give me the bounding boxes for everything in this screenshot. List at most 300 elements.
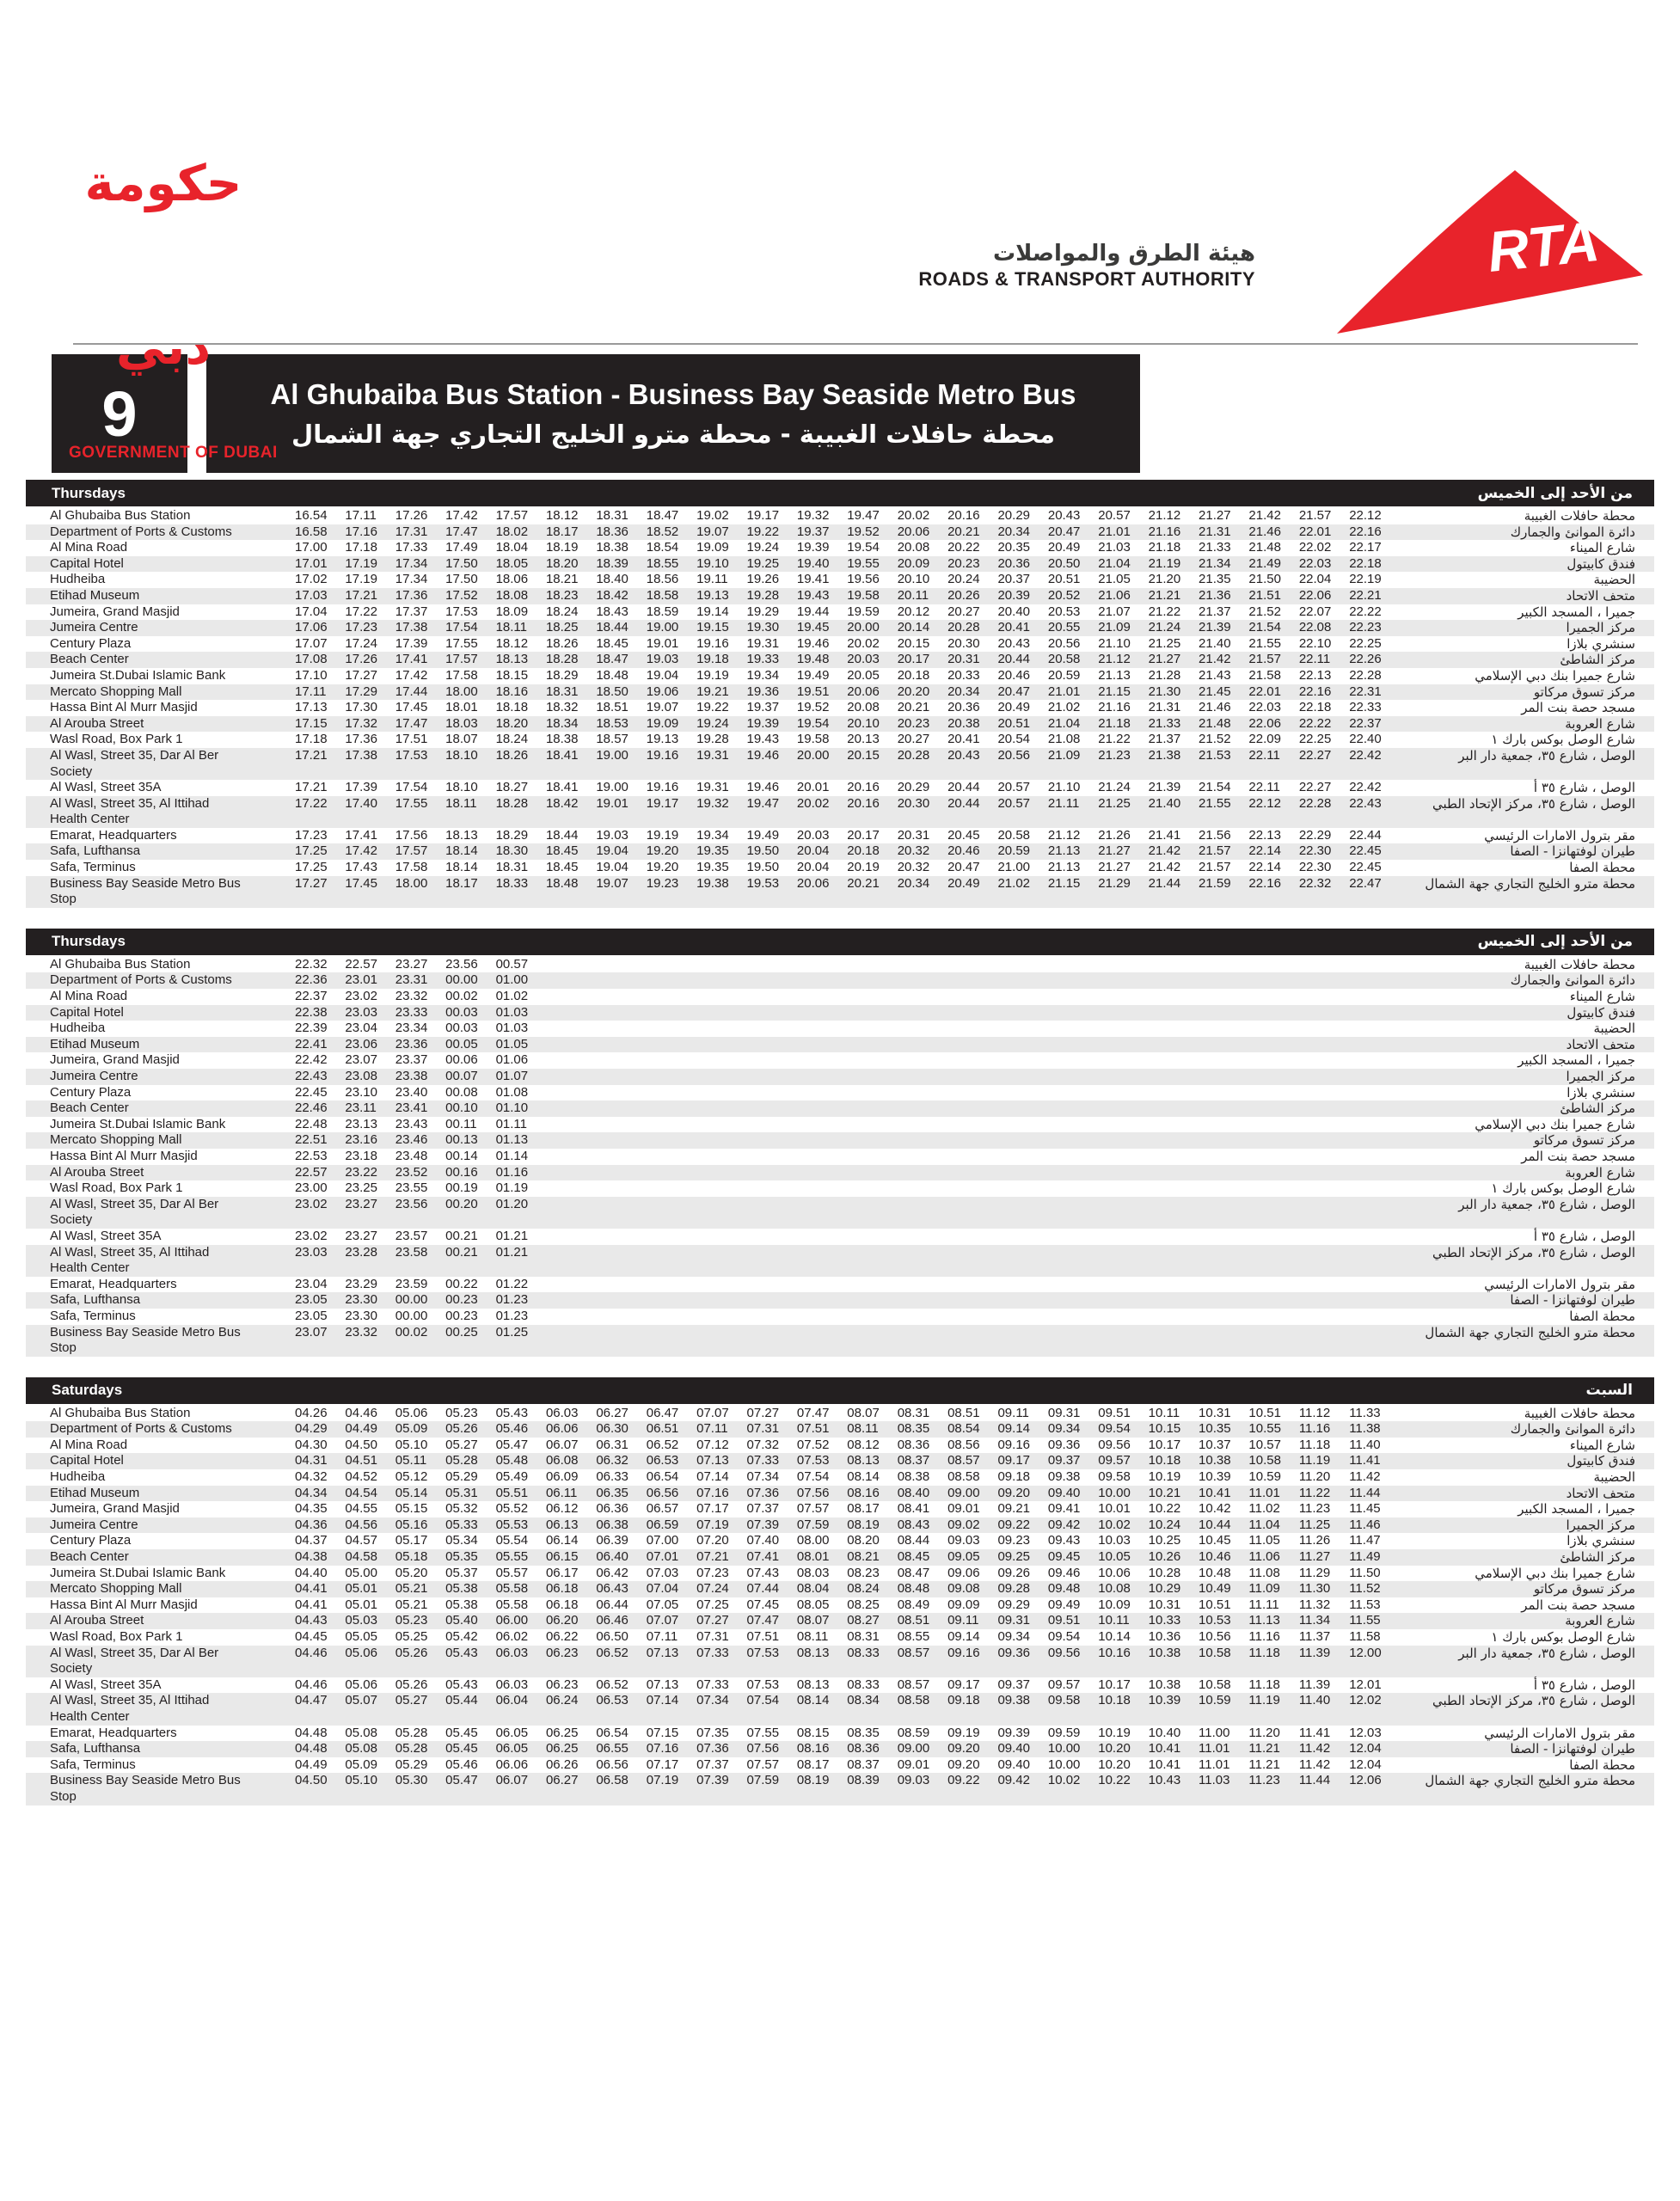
time-cell: 06.38 <box>596 1517 628 1532</box>
time-cell: 00.03 <box>445 1021 478 1036</box>
time-cell: 19.40 <box>796 555 830 571</box>
time-cell: 08.57 <box>947 1453 980 1468</box>
time-cell: 05.25 <box>395 1629 428 1644</box>
time-cell: 06.23 <box>545 1677 579 1692</box>
time-cell: 08.38 <box>897 1469 930 1485</box>
time-cell: 08.57 <box>897 1677 930 1692</box>
time-cell: 21.51 <box>1248 587 1281 603</box>
time-cell: 20.02 <box>796 795 830 811</box>
time-cell: 20.14 <box>897 620 930 635</box>
time-cell: 06.31 <box>596 1437 628 1452</box>
time-cell: 21.09 <box>1047 747 1081 763</box>
time-cell: 20.12 <box>897 604 930 619</box>
time-cell: 00.21 <box>445 1228 478 1243</box>
time-cell: 04.36 <box>295 1517 328 1532</box>
time-cell: 05.42 <box>445 1629 478 1644</box>
time-cell: 09.56 <box>1047 1645 1081 1660</box>
time-cell: 21.10 <box>1047 780 1081 795</box>
time-cell: 17.58 <box>395 860 428 875</box>
time-cell: 17.24 <box>345 635 377 651</box>
station-name-arabic: محطة مترو الخليج التجاري جهة الشمال <box>1425 875 1635 892</box>
timetable-row <box>26 843 1654 860</box>
timetable-row <box>26 1309 1654 1325</box>
departure-times <box>295 1149 1400 1165</box>
station-name: Safa, Terminus <box>50 860 136 875</box>
timetable-row <box>26 1037 1654 1053</box>
station-name: Safa, Lufthansa <box>50 1292 141 1308</box>
station-name: Hassa Bint Al Murr Masjid <box>50 1148 198 1163</box>
time-cell: 17.41 <box>395 652 428 667</box>
time-cell: 08.41 <box>897 1501 930 1517</box>
time-cell: 18.38 <box>545 732 579 747</box>
time-cell: 09.34 <box>1047 1421 1081 1437</box>
timetable-row <box>26 796 1654 828</box>
time-cell: 11.37 <box>1298 1629 1331 1644</box>
time-cell: 05.01 <box>345 1581 377 1597</box>
station-name: Department of Ports & Customs <box>50 972 232 988</box>
timetable-row <box>26 1566 1654 1582</box>
time-cell: 08.14 <box>847 1469 880 1485</box>
time-cell: 19.30 <box>746 620 780 635</box>
departure-times <box>295 1421 1400 1438</box>
time-cell: 18.53 <box>596 715 628 731</box>
time-cell: 20.38 <box>947 715 980 731</box>
time-cell: 23.31 <box>395 972 428 988</box>
station-name-arabic: مركز الشاطئ <box>1560 1549 1635 1566</box>
departure-times <box>295 1757 1400 1774</box>
time-cell: 19.46 <box>746 747 780 763</box>
time-cell: 05.03 <box>345 1613 377 1628</box>
time-cell: 21.46 <box>1248 524 1281 539</box>
time-cell: 18.01 <box>445 700 478 715</box>
time-cell: 20.56 <box>997 747 1031 763</box>
time-cell: 20.40 <box>997 604 1031 619</box>
timetable-row <box>26 1149 1654 1165</box>
time-cell: 22.26 <box>1349 652 1382 667</box>
time-cell: 21.12 <box>1148 508 1181 523</box>
time-cell: 06.52 <box>596 1677 628 1692</box>
time-cell: 17.55 <box>395 795 428 811</box>
time-cell: 19.37 <box>796 524 830 539</box>
station-name: Al Mina Road <box>50 989 128 1004</box>
time-cell: 19.31 <box>696 780 729 795</box>
time-cell: 08.07 <box>847 1405 880 1420</box>
time-cell: 17.13 <box>295 700 328 715</box>
time-cell: 08.01 <box>796 1549 830 1565</box>
time-cell: 19.22 <box>696 700 729 715</box>
time-cell: 11.49 <box>1349 1549 1381 1565</box>
time-cell: 09.17 <box>997 1453 1031 1468</box>
time-cell: 01.00 <box>495 972 529 988</box>
rta-logo-text: RTA <box>1484 208 1603 284</box>
time-cell: 07.04 <box>646 1581 679 1597</box>
station-name: Capital Hotel <box>50 1004 124 1020</box>
time-cell: 23.28 <box>345 1244 377 1260</box>
time-cell: 07.34 <box>696 1693 729 1708</box>
departure-times <box>295 1597 1400 1614</box>
time-cell: 22.57 <box>295 1164 328 1180</box>
time-cell: 09.45 <box>1047 1549 1081 1565</box>
time-cell: 10.09 <box>1098 1597 1131 1612</box>
time-cell: 22.16 <box>1298 684 1332 699</box>
station-name: Al Ghubaiba Bus Station <box>50 956 191 972</box>
time-cell: 23.38 <box>395 1069 428 1083</box>
time-cell: 06.04 <box>495 1693 529 1708</box>
departure-times <box>295 604 1400 621</box>
station-name-arabic: جميرا ، المسجد الكبير <box>1518 1052 1635 1069</box>
time-cell: 09.14 <box>997 1421 1031 1437</box>
departure-times <box>295 843 1400 860</box>
time-cell: 22.01 <box>1298 524 1332 539</box>
timetable-row <box>26 1677 1654 1694</box>
time-cell: 19.29 <box>746 604 780 619</box>
time-cell: 20.52 <box>1047 587 1081 603</box>
time-cell: 23.56 <box>445 956 478 972</box>
station-name-arabic: دائرة الموانئ والجمارك <box>1510 1421 1635 1438</box>
time-cell: 19.18 <box>696 652 729 667</box>
time-cell: 07.37 <box>696 1757 729 1772</box>
time-cell: 23.57 <box>395 1228 428 1243</box>
time-cell: 06.52 <box>596 1645 628 1660</box>
station-name: Beach Center <box>50 1100 129 1116</box>
station-name-arabic: الحضيبة <box>1593 572 1635 588</box>
time-cell: 21.27 <box>1148 652 1181 667</box>
time-cell: 10.31 <box>1148 1597 1181 1612</box>
departure-times <box>295 1277 1400 1293</box>
time-cell: 22.23 <box>1349 620 1382 635</box>
station-name-arabic: متحف الاتحاد <box>1566 1485 1635 1501</box>
time-cell: 09.57 <box>1047 1677 1081 1692</box>
time-cell: 01.03 <box>495 1004 529 1020</box>
time-cell: 21.07 <box>1098 604 1131 619</box>
time-cell: 09.39 <box>997 1725 1031 1740</box>
time-cell: 10.43 <box>1148 1773 1181 1788</box>
time-cell: 09.11 <box>947 1613 979 1628</box>
time-cell: 07.33 <box>696 1677 729 1692</box>
time-cell: 20.30 <box>947 635 980 651</box>
station-name: Safa, Lufthansa <box>50 1741 141 1757</box>
time-cell: 18.44 <box>596 620 628 635</box>
time-cell: 07.31 <box>696 1629 729 1644</box>
time-cell: 19.47 <box>746 795 780 811</box>
time-cell: 17.19 <box>345 572 377 587</box>
time-cell: 11.21 <box>1248 1741 1280 1757</box>
time-cell: 21.04 <box>1098 555 1131 571</box>
departure-times <box>295 684 1400 701</box>
time-cell: 00.00 <box>395 1292 428 1308</box>
time-cell: 08.13 <box>796 1677 830 1692</box>
station-name-arabic: دائرة الموانئ والجمارك <box>1510 972 1635 989</box>
time-cell: 07.51 <box>796 1421 830 1437</box>
time-cell: 00.16 <box>445 1164 478 1180</box>
time-cell: 06.11 <box>545 1485 578 1500</box>
time-cell: 19.07 <box>646 700 679 715</box>
time-cell: 06.26 <box>545 1757 579 1772</box>
time-cell: 17.38 <box>345 747 377 763</box>
time-cell: 18.21 <box>545 572 579 587</box>
rta-wordmark <box>918 241 1255 292</box>
time-cell: 04.49 <box>345 1421 377 1437</box>
time-cell: 11.21 <box>1248 1757 1280 1772</box>
departure-times <box>295 1085 1400 1101</box>
time-cell: 07.05 <box>646 1597 679 1612</box>
time-cell: 07.14 <box>696 1469 729 1485</box>
time-cell: 18.08 <box>495 587 529 603</box>
time-cell: 20.51 <box>997 715 1031 731</box>
time-cell: 09.40 <box>1047 1485 1081 1500</box>
time-cell: 21.57 <box>1199 843 1231 859</box>
time-cell: 10.46 <box>1199 1549 1231 1565</box>
time-cell: 22.43 <box>295 1069 328 1083</box>
time-cell: 05.28 <box>395 1741 428 1757</box>
time-cell: 22.41 <box>295 1036 328 1051</box>
time-cell: 05.21 <box>395 1581 428 1597</box>
section-label-english: Saturdays <box>52 1382 123 1399</box>
time-cell: 18.31 <box>596 508 628 523</box>
time-cell: 17.01 <box>295 555 328 571</box>
time-cell: 04.50 <box>345 1437 377 1452</box>
station-name-arabic: شارع العروبة <box>1565 715 1635 732</box>
time-cell: 18.11 <box>495 620 527 635</box>
section-day-bar <box>26 929 1654 955</box>
time-cell: 18.03 <box>445 715 478 731</box>
time-cell: 07.01 <box>646 1549 679 1565</box>
time-cell: 00.05 <box>445 1036 478 1051</box>
time-cell: 05.32 <box>445 1501 478 1517</box>
time-cell: 06.09 <box>545 1469 579 1485</box>
time-cell: 21.27 <box>1098 843 1131 859</box>
time-cell: 21.57 <box>1199 860 1231 875</box>
time-cell: 18.59 <box>646 604 679 619</box>
timetable-row <box>26 780 1654 796</box>
time-cell: 19.49 <box>746 827 780 843</box>
station-name: Al Wasl, Street 35, Dar Al Ber Society <box>50 1645 219 1677</box>
time-cell: 19.37 <box>746 700 780 715</box>
time-cell: 09.28 <box>997 1581 1031 1597</box>
time-cell: 09.22 <box>947 1773 980 1788</box>
time-cell: 20.08 <box>897 540 930 555</box>
time-cell: 19.22 <box>746 524 780 539</box>
time-cell: 20.02 <box>897 508 930 523</box>
time-cell: 23.48 <box>395 1148 428 1163</box>
time-cell: 01.03 <box>495 1021 529 1036</box>
time-cell: 20.43 <box>947 747 980 763</box>
time-cell: 18.31 <box>495 860 529 875</box>
time-cell: 07.44 <box>746 1581 780 1597</box>
time-cell: 05.44 <box>445 1693 478 1708</box>
timetable-row <box>26 620 1654 636</box>
timetable-row <box>26 684 1654 701</box>
time-cell: 01.20 <box>495 1196 529 1211</box>
departure-times <box>295 1229 1400 1245</box>
time-cell: 23.34 <box>395 1021 428 1036</box>
time-cell: 06.43 <box>596 1581 628 1597</box>
time-cell: 20.11 <box>897 587 929 603</box>
time-cell: 21.57 <box>1298 508 1332 523</box>
timetable <box>26 1404 1654 1819</box>
time-cell: 22.18 <box>1349 555 1382 571</box>
departure-times <box>295 1052 1400 1069</box>
time-cell: 19.11 <box>696 572 728 587</box>
time-cell: 11.30 <box>1298 1581 1331 1597</box>
time-cell: 18.57 <box>596 732 628 747</box>
time-cell: 17.11 <box>295 684 327 699</box>
station-name-arabic: طيران لوفتهانزا - الصفا <box>1510 1741 1635 1757</box>
time-cell: 08.17 <box>847 1501 880 1517</box>
time-cell: 18.24 <box>495 732 529 747</box>
time-cell: 07.11 <box>696 1421 728 1437</box>
time-cell: 23.05 <box>295 1308 328 1323</box>
station-name-arabic: طيران لوفتهانزا - الصفا <box>1510 843 1635 860</box>
timetable-row <box>26 1406 1654 1422</box>
station-name-arabic: شارع الوصل بوكس بارك ١ <box>1491 1629 1635 1645</box>
station-name-arabic: شارع الوصل بوكس بارك ١ <box>1491 1180 1635 1197</box>
time-cell: 11.02 <box>1248 1501 1280 1517</box>
time-cell: 23.33 <box>395 1004 428 1020</box>
station-name: Al Wasl, Street 35, Al Ittihad Health Center <box>50 1693 210 1724</box>
time-cell: 20.32 <box>897 843 930 859</box>
time-cell: 23.30 <box>345 1292 377 1308</box>
station-name-arabic: جميرا ، المسجد الكبير <box>1518 1501 1635 1517</box>
time-cell: 17.19 <box>345 555 377 571</box>
timetable-row <box>26 1581 1654 1597</box>
time-cell: 17.57 <box>395 843 428 859</box>
timetable-row <box>26 1421 1654 1438</box>
time-cell: 00.02 <box>395 1324 428 1340</box>
time-cell: 20.17 <box>847 827 880 843</box>
station-name-arabic: محطة الصفا <box>1569 860 1635 876</box>
departure-times <box>295 636 1400 653</box>
station-name-arabic: دائرة الموانئ والجمارك <box>1510 524 1635 540</box>
time-cell: 20.59 <box>1047 667 1081 683</box>
time-cell: 10.00 <box>1098 1485 1131 1500</box>
time-cell: 20.16 <box>947 508 980 523</box>
time-cell: 21.28 <box>1148 667 1181 683</box>
time-cell: 18.02 <box>495 524 529 539</box>
time-cell: 20.28 <box>947 620 980 635</box>
time-cell: 18.10 <box>445 780 478 795</box>
time-cell: 21.55 <box>1248 635 1281 651</box>
time-cell: 08.03 <box>796 1565 830 1580</box>
time-cell: 01.05 <box>495 1036 529 1051</box>
time-cell: 20.00 <box>796 747 830 763</box>
time-cell: 20.16 <box>847 795 880 811</box>
time-cell: 21.09 <box>1098 620 1131 635</box>
time-cell: 21.05 <box>1098 572 1131 587</box>
time-cell: 22.30 <box>1298 860 1332 875</box>
time-cell: 19.28 <box>696 732 729 747</box>
departure-times <box>295 1165 1400 1181</box>
time-cell: 11.18 <box>1298 1437 1331 1452</box>
time-cell: 10.58 <box>1248 1453 1281 1468</box>
time-cell: 00.14 <box>445 1148 478 1163</box>
time-cell: 06.58 <box>596 1773 628 1788</box>
time-cell: 17.58 <box>445 667 478 683</box>
time-cell: 11.09 <box>1248 1581 1280 1597</box>
time-cell: 22.27 <box>1298 747 1332 763</box>
time-cell: 22.44 <box>1349 827 1382 843</box>
station-name: Etihad Museum <box>50 1485 140 1500</box>
station-name: Al Wasl, Street 35, Dar Al Ber Society <box>50 747 219 779</box>
time-cell: 19.14 <box>696 604 729 619</box>
time-cell: 10.51 <box>1199 1597 1231 1612</box>
departure-times <box>295 1069 1400 1085</box>
time-cell: 18.14 <box>445 860 478 875</box>
time-cell: 21.38 <box>1148 747 1181 763</box>
time-cell: 08.21 <box>847 1549 880 1565</box>
time-cell: 21.41 <box>1148 827 1181 843</box>
station-name: Hassa Bint Al Murr Masjid <box>50 1597 198 1612</box>
time-cell: 19.16 <box>646 747 679 763</box>
station-name-arabic: شارع العروبة <box>1565 1613 1635 1629</box>
timetable-row <box>26 1132 1654 1149</box>
time-cell: 08.16 <box>796 1741 830 1757</box>
time-cell: 20.06 <box>796 875 830 891</box>
time-cell: 17.40 <box>345 795 377 811</box>
time-cell: 04.43 <box>295 1613 328 1628</box>
departure-times <box>295 1613 1400 1629</box>
time-cell: 09.38 <box>997 1693 1031 1708</box>
time-cell: 00.13 <box>445 1132 478 1148</box>
time-cell: 17.25 <box>295 843 328 859</box>
time-cell: 09.38 <box>1047 1469 1081 1485</box>
time-cell: 17.52 <box>445 587 478 603</box>
station-name-arabic: محطة الصفا <box>1569 1757 1635 1773</box>
station-name: Al Mina Road <box>50 540 128 555</box>
departure-times <box>295 828 1400 844</box>
time-cell: 10.59 <box>1199 1693 1231 1708</box>
station-name-arabic: محطة مترو الخليج التجاري جهة الشمال <box>1425 1773 1635 1789</box>
time-cell: 10.56 <box>1199 1629 1231 1644</box>
departure-times <box>295 1581 1400 1597</box>
time-cell: 04.51 <box>345 1453 377 1468</box>
time-cell: 17.33 <box>395 540 428 555</box>
station-name-arabic: شارع الميناء <box>1569 540 1635 556</box>
departure-times <box>295 1549 1400 1566</box>
timetable-row <box>26 1292 1654 1309</box>
time-cell: 07.54 <box>796 1469 830 1485</box>
time-cell: 20.31 <box>947 652 980 667</box>
departure-times <box>295 572 1400 588</box>
time-cell: 01.21 <box>495 1228 529 1243</box>
time-cell: 19.54 <box>847 540 880 555</box>
time-cell: 21.33 <box>1148 715 1181 731</box>
time-cell: 21.48 <box>1199 715 1231 731</box>
time-cell: 05.43 <box>495 1405 529 1420</box>
time-cell: 22.42 <box>1349 747 1382 763</box>
time-cell: 22.40 <box>1349 732 1382 747</box>
time-cell: 08.36 <box>897 1437 930 1452</box>
timetable-row <box>26 636 1654 653</box>
time-cell: 10.39 <box>1199 1469 1231 1485</box>
time-cell: 09.20 <box>947 1741 980 1757</box>
time-cell: 17.27 <box>345 667 377 683</box>
time-cell: 09.19 <box>947 1725 980 1740</box>
time-cell: 18.25 <box>545 620 579 635</box>
time-cell: 12.03 <box>1349 1725 1382 1740</box>
time-cell: 22.45 <box>1349 860 1382 875</box>
time-cell: 10.17 <box>1148 1437 1181 1452</box>
time-cell: 10.22 <box>1148 1501 1181 1517</box>
time-cell: 07.53 <box>746 1645 780 1660</box>
time-cell: 23.10 <box>345 1084 377 1100</box>
time-cell: 09.22 <box>997 1517 1031 1532</box>
time-cell: 17.00 <box>295 540 328 555</box>
timetable-row <box>26 524 1654 541</box>
time-cell: 08.34 <box>847 1693 880 1708</box>
time-cell: 08.51 <box>947 1405 980 1420</box>
time-cell: 19.24 <box>696 715 729 731</box>
